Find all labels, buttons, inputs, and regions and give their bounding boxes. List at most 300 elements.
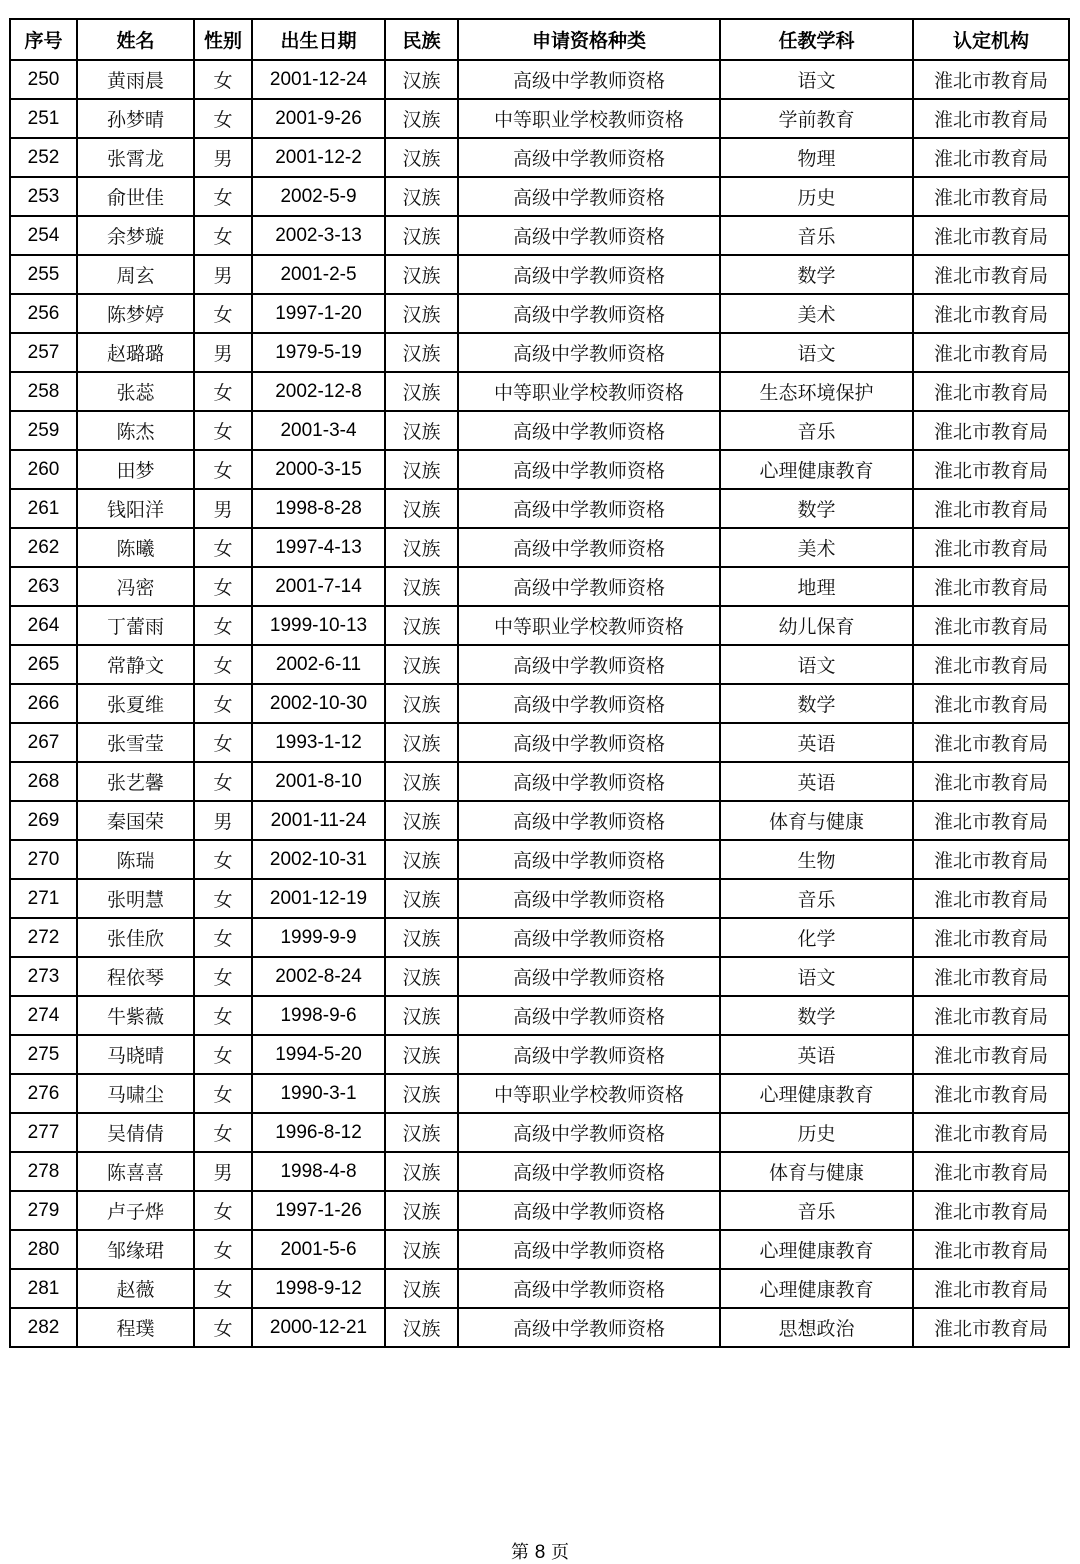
cell-serial: 282	[10, 1308, 77, 1347]
cell-authority: 淮北市教育局	[913, 879, 1069, 918]
cell-birthdate: 2001-11-24	[252, 801, 385, 840]
cell-subject: 语文	[720, 957, 913, 996]
cell-ethnicity: 汉族	[385, 528, 458, 567]
cell-gender: 女	[194, 450, 252, 489]
page-number	[0, 1538, 1080, 1564]
header-cell-authority: 认定机构	[913, 19, 1069, 60]
cell-name: 张艺馨	[77, 762, 194, 801]
cell-serial: 275	[10, 1035, 77, 1074]
cell-birthdate: 2002-6-11	[252, 645, 385, 684]
cell-authority: 淮北市教育局	[913, 60, 1069, 99]
teacher-qualification-table	[9, 18, 1070, 1348]
cell-subject: 语文	[720, 645, 913, 684]
cell-subject: 数学	[720, 684, 913, 723]
cell-qualification-type: 高级中学教师资格	[458, 723, 720, 762]
cell-birthdate: 1994-5-20	[252, 1035, 385, 1074]
cell-authority: 淮北市教育局	[913, 1035, 1069, 1074]
cell-authority: 淮北市教育局	[913, 996, 1069, 1035]
cell-birthdate: 2001-7-14	[252, 567, 385, 606]
cell-birthdate: 1999-10-13	[252, 606, 385, 645]
cell-subject: 英语	[720, 1035, 913, 1074]
cell-gender: 女	[194, 567, 252, 606]
table-row	[10, 1035, 1069, 1074]
cell-qualification-type: 高级中学教师资格	[458, 489, 720, 528]
cell-gender: 女	[194, 1308, 252, 1347]
cell-birthdate: 2001-8-10	[252, 762, 385, 801]
cell-serial: 267	[10, 723, 77, 762]
cell-subject: 美术	[720, 528, 913, 567]
table-row	[10, 99, 1069, 138]
table-row	[10, 723, 1069, 762]
cell-name: 赵璐璐	[77, 333, 194, 372]
table-row	[10, 762, 1069, 801]
table-row	[10, 216, 1069, 255]
cell-qualification-type: 高级中学教师资格	[458, 567, 720, 606]
cell-qualification-type: 高级中学教师资格	[458, 1230, 720, 1269]
cell-authority: 淮北市教育局	[913, 333, 1069, 372]
cell-name: 张明慧	[77, 879, 194, 918]
cell-gender: 女	[194, 1035, 252, 1074]
cell-name: 周玄	[77, 255, 194, 294]
cell-gender: 女	[194, 60, 252, 99]
cell-subject: 心理健康教育	[720, 1230, 913, 1269]
cell-subject: 体育与健康	[720, 1152, 913, 1191]
cell-ethnicity: 汉族	[385, 255, 458, 294]
cell-name: 余梦璇	[77, 216, 194, 255]
cell-qualification-type: 高级中学教师资格	[458, 177, 720, 216]
table-row	[10, 528, 1069, 567]
header-cell-subject: 任教学科	[720, 19, 913, 60]
cell-serial: 271	[10, 879, 77, 918]
cell-ethnicity: 汉族	[385, 1191, 458, 1230]
cell-gender: 男	[194, 489, 252, 528]
cell-authority: 淮北市教育局	[913, 801, 1069, 840]
cell-gender: 女	[194, 879, 252, 918]
table-row	[10, 957, 1069, 996]
cell-birthdate: 2002-8-24	[252, 957, 385, 996]
cell-subject: 数学	[720, 255, 913, 294]
cell-subject: 心理健康教育	[720, 1269, 913, 1308]
table-row	[10, 996, 1069, 1035]
cell-gender: 女	[194, 411, 252, 450]
cell-birthdate: 2000-12-21	[252, 1308, 385, 1347]
cell-subject: 物理	[720, 138, 913, 177]
cell-qualification-type: 高级中学教师资格	[458, 294, 720, 333]
cell-ethnicity: 汉族	[385, 138, 458, 177]
cell-authority: 淮北市教育局	[913, 489, 1069, 528]
cell-name: 马晓晴	[77, 1035, 194, 1074]
cell-serial: 272	[10, 918, 77, 957]
table-row	[10, 1152, 1069, 1191]
table-row	[10, 489, 1069, 528]
cell-ethnicity: 汉族	[385, 294, 458, 333]
cell-birthdate: 1998-8-28	[252, 489, 385, 528]
cell-gender: 女	[194, 294, 252, 333]
cell-ethnicity: 汉族	[385, 1269, 458, 1308]
cell-qualification-type: 高级中学教师资格	[458, 801, 720, 840]
table-row	[10, 294, 1069, 333]
cell-subject: 语文	[720, 333, 913, 372]
table-row	[10, 645, 1069, 684]
table-row	[10, 840, 1069, 879]
cell-gender: 女	[194, 1191, 252, 1230]
cell-authority: 淮北市教育局	[913, 1269, 1069, 1308]
table-row	[10, 684, 1069, 723]
table-row	[10, 1269, 1069, 1308]
cell-qualification-type: 高级中学教师资格	[458, 255, 720, 294]
cell-subject: 音乐	[720, 411, 913, 450]
cell-name: 陈瑞	[77, 840, 194, 879]
cell-qualification-type: 高级中学教师资格	[458, 645, 720, 684]
cell-birthdate: 1997-4-13	[252, 528, 385, 567]
cell-authority: 淮北市教育局	[913, 411, 1069, 450]
cell-serial: 280	[10, 1230, 77, 1269]
cell-gender: 女	[194, 723, 252, 762]
cell-ethnicity: 汉族	[385, 840, 458, 879]
cell-qualification-type: 高级中学教师资格	[458, 1191, 720, 1230]
cell-birthdate: 2000-3-15	[252, 450, 385, 489]
cell-authority: 淮北市教育局	[913, 1308, 1069, 1347]
cell-gender: 女	[194, 216, 252, 255]
cell-gender: 女	[194, 1074, 252, 1113]
cell-serial: 274	[10, 996, 77, 1035]
table-row	[10, 1113, 1069, 1152]
cell-name: 张夏维	[77, 684, 194, 723]
cell-authority: 淮北市教育局	[913, 1113, 1069, 1152]
cell-gender: 男	[194, 333, 252, 372]
cell-gender: 女	[194, 684, 252, 723]
cell-gender: 女	[194, 762, 252, 801]
page-number-suffix: 页	[551, 1542, 570, 1563]
cell-ethnicity: 汉族	[385, 879, 458, 918]
table-row	[10, 138, 1069, 177]
cell-name: 卢子烨	[77, 1191, 194, 1230]
cell-name: 张蕊	[77, 372, 194, 411]
cell-subject: 英语	[720, 723, 913, 762]
cell-name: 赵薇	[77, 1269, 194, 1308]
cell-name: 丁蕾雨	[77, 606, 194, 645]
table-row	[10, 450, 1069, 489]
table-row	[10, 1308, 1069, 1347]
cell-birthdate: 2002-12-8	[252, 372, 385, 411]
cell-authority: 淮北市教育局	[913, 918, 1069, 957]
cell-serial: 262	[10, 528, 77, 567]
cell-authority: 淮北市教育局	[913, 1074, 1069, 1113]
cell-birthdate: 1979-5-19	[252, 333, 385, 372]
cell-birthdate: 1993-1-12	[252, 723, 385, 762]
cell-authority: 淮北市教育局	[913, 177, 1069, 216]
cell-qualification-type: 高级中学教师资格	[458, 684, 720, 723]
cell-authority: 淮北市教育局	[913, 1230, 1069, 1269]
table-row	[10, 177, 1069, 216]
cell-qualification-type: 高级中学教师资格	[458, 528, 720, 567]
cell-gender: 女	[194, 177, 252, 216]
cell-qualification-type: 中等职业学校教师资格	[458, 606, 720, 645]
table-body	[10, 60, 1069, 1347]
cell-subject: 幼儿保育	[720, 606, 913, 645]
cell-gender: 女	[194, 1269, 252, 1308]
cell-ethnicity: 汉族	[385, 177, 458, 216]
table-row	[10, 60, 1069, 99]
cell-serial: 265	[10, 645, 77, 684]
cell-ethnicity: 汉族	[385, 411, 458, 450]
cell-subject: 音乐	[720, 216, 913, 255]
cell-gender: 男	[194, 801, 252, 840]
cell-ethnicity: 汉族	[385, 489, 458, 528]
cell-birthdate: 2002-5-9	[252, 177, 385, 216]
cell-subject: 英语	[720, 762, 913, 801]
cell-name: 陈梦婷	[77, 294, 194, 333]
header-cell-qualification-type: 申请资格种类	[458, 19, 720, 60]
cell-gender: 女	[194, 1113, 252, 1152]
cell-gender: 女	[194, 606, 252, 645]
cell-authority: 淮北市教育局	[913, 1152, 1069, 1191]
table-row	[10, 1074, 1069, 1113]
cell-qualification-type: 高级中学教师资格	[458, 138, 720, 177]
cell-serial: 261	[10, 489, 77, 528]
cell-serial: 251	[10, 99, 77, 138]
cell-ethnicity: 汉族	[385, 1035, 458, 1074]
cell-subject: 音乐	[720, 879, 913, 918]
cell-ethnicity: 汉族	[385, 1308, 458, 1347]
cell-qualification-type: 高级中学教师资格	[458, 996, 720, 1035]
cell-authority: 淮北市教育局	[913, 723, 1069, 762]
cell-name: 邹缘珺	[77, 1230, 194, 1269]
cell-serial: 281	[10, 1269, 77, 1308]
cell-serial: 268	[10, 762, 77, 801]
header-row	[10, 19, 1069, 60]
table-row	[10, 606, 1069, 645]
cell-birthdate: 1997-1-26	[252, 1191, 385, 1230]
cell-ethnicity: 汉族	[385, 60, 458, 99]
cell-ethnicity: 汉族	[385, 333, 458, 372]
cell-gender: 女	[194, 840, 252, 879]
cell-serial: 258	[10, 372, 77, 411]
page-number-value: 8	[534, 1542, 546, 1563]
cell-name: 常静文	[77, 645, 194, 684]
cell-authority: 淮北市教育局	[913, 606, 1069, 645]
cell-gender: 男	[194, 1152, 252, 1191]
cell-name: 钱阳洋	[77, 489, 194, 528]
cell-ethnicity: 汉族	[385, 762, 458, 801]
cell-name: 田梦	[77, 450, 194, 489]
cell-ethnicity: 汉族	[385, 1230, 458, 1269]
cell-subject: 美术	[720, 294, 913, 333]
cell-authority: 淮北市教育局	[913, 1191, 1069, 1230]
cell-ethnicity: 汉族	[385, 996, 458, 1035]
cell-qualification-type: 高级中学教师资格	[458, 1035, 720, 1074]
cell-gender: 女	[194, 528, 252, 567]
cell-birthdate: 2002-10-30	[252, 684, 385, 723]
cell-serial: 277	[10, 1113, 77, 1152]
cell-serial: 255	[10, 255, 77, 294]
cell-name: 陈杰	[77, 411, 194, 450]
cell-authority: 淮北市教育局	[913, 684, 1069, 723]
cell-birthdate: 2001-12-2	[252, 138, 385, 177]
cell-serial: 269	[10, 801, 77, 840]
cell-ethnicity: 汉族	[385, 567, 458, 606]
cell-birthdate: 2001-9-26	[252, 99, 385, 138]
cell-birthdate: 1998-9-6	[252, 996, 385, 1035]
cell-qualification-type: 高级中学教师资格	[458, 216, 720, 255]
cell-qualification-type: 高级中学教师资格	[458, 918, 720, 957]
cell-name: 孙梦晴	[77, 99, 194, 138]
cell-birthdate: 2001-12-19	[252, 879, 385, 918]
cell-authority: 淮北市教育局	[913, 840, 1069, 879]
cell-serial: 250	[10, 60, 77, 99]
table-row	[10, 372, 1069, 411]
cell-ethnicity: 汉族	[385, 606, 458, 645]
cell-serial: 266	[10, 684, 77, 723]
cell-ethnicity: 汉族	[385, 216, 458, 255]
table-row	[10, 801, 1069, 840]
cell-name: 张霄龙	[77, 138, 194, 177]
cell-authority: 淮北市教育局	[913, 294, 1069, 333]
cell-name: 吴倩倩	[77, 1113, 194, 1152]
cell-name: 张雪莹	[77, 723, 194, 762]
cell-qualification-type: 高级中学教师资格	[458, 411, 720, 450]
table-row	[10, 567, 1069, 606]
cell-subject: 体育与健康	[720, 801, 913, 840]
cell-subject: 思想政治	[720, 1308, 913, 1347]
cell-serial: 273	[10, 957, 77, 996]
cell-gender: 男	[194, 255, 252, 294]
cell-ethnicity: 汉族	[385, 957, 458, 996]
cell-birthdate: 1996-8-12	[252, 1113, 385, 1152]
header-cell-gender: 性别	[194, 19, 252, 60]
cell-birthdate: 1998-9-12	[252, 1269, 385, 1308]
cell-subject: 语文	[720, 60, 913, 99]
cell-subject: 心理健康教育	[720, 450, 913, 489]
cell-qualification-type: 高级中学教师资格	[458, 1113, 720, 1152]
cell-subject: 心理健康教育	[720, 1074, 913, 1113]
cell-qualification-type: 高级中学教师资格	[458, 1269, 720, 1308]
table-row	[10, 879, 1069, 918]
cell-ethnicity: 汉族	[385, 684, 458, 723]
cell-qualification-type: 高级中学教师资格	[458, 957, 720, 996]
cell-subject: 化学	[720, 918, 913, 957]
cell-birthdate: 1990-3-1	[252, 1074, 385, 1113]
cell-ethnicity: 汉族	[385, 723, 458, 762]
cell-authority: 淮北市教育局	[913, 957, 1069, 996]
cell-name: 程依琴	[77, 957, 194, 996]
cell-subject: 生物	[720, 840, 913, 879]
cell-qualification-type: 高级中学教师资格	[458, 1308, 720, 1347]
page-number-prefix: 第	[510, 1542, 529, 1563]
cell-ethnicity: 汉族	[385, 1113, 458, 1152]
cell-authority: 淮北市教育局	[913, 99, 1069, 138]
cell-authority: 淮北市教育局	[913, 216, 1069, 255]
table-row	[10, 411, 1069, 450]
cell-name: 黄雨晨	[77, 60, 194, 99]
cell-subject: 数学	[720, 489, 913, 528]
cell-qualification-type: 中等职业学校教师资格	[458, 1074, 720, 1113]
cell-qualification-type: 高级中学教师资格	[458, 840, 720, 879]
cell-birthdate: 2002-10-31	[252, 840, 385, 879]
cell-serial: 253	[10, 177, 77, 216]
cell-qualification-type: 高级中学教师资格	[458, 60, 720, 99]
table-row	[10, 918, 1069, 957]
cell-subject: 音乐	[720, 1191, 913, 1230]
cell-serial: 270	[10, 840, 77, 879]
cell-serial: 263	[10, 567, 77, 606]
cell-ethnicity: 汉族	[385, 801, 458, 840]
cell-authority: 淮北市教育局	[913, 255, 1069, 294]
cell-name: 俞世佳	[77, 177, 194, 216]
cell-subject: 生态环境保护	[720, 372, 913, 411]
cell-birthdate: 1999-9-9	[252, 918, 385, 957]
cell-serial: 276	[10, 1074, 77, 1113]
cell-gender: 女	[194, 372, 252, 411]
cell-serial: 278	[10, 1152, 77, 1191]
cell-name: 张佳欣	[77, 918, 194, 957]
cell-gender: 女	[194, 957, 252, 996]
table-row	[10, 333, 1069, 372]
cell-birthdate: 2001-12-24	[252, 60, 385, 99]
cell-ethnicity: 汉族	[385, 372, 458, 411]
cell-subject: 历史	[720, 1113, 913, 1152]
cell-name: 秦国荣	[77, 801, 194, 840]
cell-gender: 女	[194, 1230, 252, 1269]
cell-name: 陈曦	[77, 528, 194, 567]
cell-name: 马啸尘	[77, 1074, 194, 1113]
table-row	[10, 1230, 1069, 1269]
header-cell-serial: 序号	[10, 19, 77, 60]
cell-serial: 257	[10, 333, 77, 372]
cell-ethnicity: 汉族	[385, 1074, 458, 1113]
cell-gender: 女	[194, 996, 252, 1035]
cell-name: 程璞	[77, 1308, 194, 1347]
cell-serial: 264	[10, 606, 77, 645]
header-cell-name: 姓名	[77, 19, 194, 60]
header-cell-birthdate: 出生日期	[252, 19, 385, 60]
cell-name: 陈喜喜	[77, 1152, 194, 1191]
cell-serial: 256	[10, 294, 77, 333]
cell-ethnicity: 汉族	[385, 918, 458, 957]
cell-name: 牛紫薇	[77, 996, 194, 1035]
cell-ethnicity: 汉族	[385, 645, 458, 684]
cell-qualification-type: 中等职业学校教师资格	[458, 372, 720, 411]
cell-birthdate: 2001-3-4	[252, 411, 385, 450]
header-cell-ethnicity: 民族	[385, 19, 458, 60]
cell-qualification-type: 高级中学教师资格	[458, 879, 720, 918]
cell-serial: 259	[10, 411, 77, 450]
cell-name: 冯密	[77, 567, 194, 606]
table-row	[10, 255, 1069, 294]
cell-serial: 252	[10, 138, 77, 177]
cell-authority: 淮北市教育局	[913, 138, 1069, 177]
cell-gender: 女	[194, 918, 252, 957]
cell-birthdate: 2001-2-5	[252, 255, 385, 294]
cell-birthdate: 2001-5-6	[252, 1230, 385, 1269]
cell-authority: 淮北市教育局	[913, 450, 1069, 489]
cell-subject: 地理	[720, 567, 913, 606]
cell-gender: 女	[194, 645, 252, 684]
cell-gender: 女	[194, 99, 252, 138]
cell-authority: 淮北市教育局	[913, 528, 1069, 567]
cell-gender: 男	[194, 138, 252, 177]
cell-birthdate: 1997-1-20	[252, 294, 385, 333]
cell-authority: 淮北市教育局	[913, 645, 1069, 684]
cell-ethnicity: 汉族	[385, 99, 458, 138]
cell-subject: 数学	[720, 996, 913, 1035]
cell-qualification-type: 高级中学教师资格	[458, 1152, 720, 1191]
cell-serial: 279	[10, 1191, 77, 1230]
cell-birthdate: 1998-4-8	[252, 1152, 385, 1191]
cell-serial: 260	[10, 450, 77, 489]
cell-subject: 历史	[720, 177, 913, 216]
cell-authority: 淮北市教育局	[913, 762, 1069, 801]
